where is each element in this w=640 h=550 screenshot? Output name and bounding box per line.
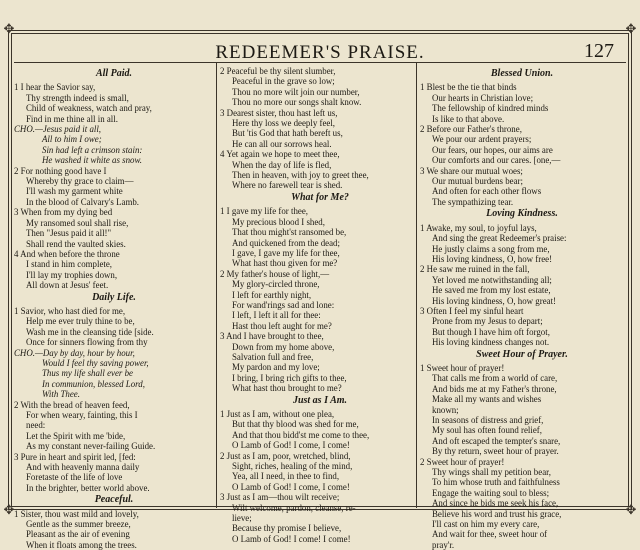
page-number: 127 (584, 40, 614, 62)
verse-line: 1 Savior, who hast died for me, (14, 305, 126, 316)
verse-line: Our mutual burdens bear; (432, 176, 523, 187)
verse-line: And wait for thee, sweet hour of (432, 529, 548, 540)
verse-line: 2 With the bread of heaven feed, (14, 399, 130, 410)
verse-line: need: (26, 420, 46, 431)
verse-line: 3 Often I feel my sinful heart (420, 305, 524, 316)
corner-ornament-icon: ✥ (3, 503, 15, 518)
verse-line: 2 Sweet hour of prayer! (420, 456, 505, 467)
verse-line: My pardon and my love; (232, 362, 320, 373)
verse-line: When it floats among the trees. (26, 539, 137, 550)
verse-line: 3 Pure in heart and spirit led, [fed: (14, 451, 136, 462)
verse-line: For when weary, fainting, this I (26, 410, 138, 420)
verse-line: When the day of life is fled, (232, 159, 332, 170)
verse-line: 1 Blest be the tie that binds (420, 82, 517, 93)
verse-line: Where no farewell tear is shed. (232, 180, 343, 191)
verse-line: And sing the great Redeemer's praise: (432, 233, 567, 244)
verse-line: Would I feel thy saving power, (42, 357, 149, 368)
hymn-verse (14, 166, 214, 208)
verse-line: 4 And when before the throne (14, 248, 120, 259)
verse-line: 3 When from my dying bed (14, 207, 113, 218)
hymn (220, 193, 420, 394)
hymn (420, 69, 624, 207)
verse-line: 2 Peaceful be thy silent slumber, (220, 66, 336, 76)
verse-line: What hast thou brought to me? (232, 383, 342, 394)
verse-line: Pleasant as the air of evening (26, 529, 130, 540)
corner-ornament-icon: ✥ (625, 22, 637, 37)
verse-line: 2 Before our Father's throne, (420, 124, 522, 135)
verse-line: 3 We share our mutual woes; (420, 165, 523, 176)
verse-line: Our fears, our hopes, our aims are (432, 144, 553, 155)
verse-line: His loving kindness changes not. (432, 337, 550, 348)
verse-line: Foretaste of the life of love (26, 472, 123, 483)
verse-line: 1 Sister, thou wast mild and lovely, (14, 508, 139, 519)
hymn-verse (420, 457, 624, 550)
verse-line: Yet loved me notwithstanding all; (432, 274, 552, 285)
verse-line: Yea, all I need, in thee to find, (232, 471, 340, 482)
verse-line: 2 My father's house of light,— (220, 268, 330, 279)
hymn-verse (220, 269, 420, 331)
hymn-verse (220, 331, 420, 393)
verse-line: Let the Spirit with me 'bide, (26, 430, 126, 441)
verse-line: Down from my home above, (232, 341, 335, 352)
verse-line: Make all my wants and wishes (432, 394, 542, 405)
verse-line: But though I have him oft forgot, (432, 326, 550, 337)
verse-line: Find in me thine all in all. (26, 113, 118, 124)
verse-line: And quickened from the dead; (232, 237, 340, 248)
verse-line: 4 Yet again we hope to meet thee, (220, 149, 340, 160)
verse-line: Is like to that above. (432, 113, 505, 124)
verse-line: Thou no more wilt join our number, (232, 86, 360, 97)
hymn-verse (220, 108, 420, 150)
verse-line: 1 Just as I am, without one plea, (220, 409, 335, 419)
hymn-verse (420, 166, 624, 208)
hymn (14, 293, 214, 494)
verse-line: To him whose truth and faithfulness (432, 477, 560, 488)
verse-line: My precious blood I shed, (232, 216, 325, 227)
verse-line: I bring, I bring rich gifts to thee, (232, 372, 347, 383)
hymn-verse (420, 223, 624, 265)
verse-line: He can all our sorrows heal. (232, 138, 332, 149)
verse-line: 1 I gave my life for thee, (220, 206, 308, 217)
verse-line: And with heavenly manna daily (26, 462, 140, 473)
verse-line: I'll lay my trophies down, (26, 269, 118, 280)
verse-line: 2 Just as I am, poor, wretched, blind, (220, 450, 351, 461)
page-header (0, 34, 640, 62)
verse-line: His loving kindness, O, how great! (432, 295, 556, 306)
hymn-verse (220, 66, 420, 108)
hymn-chorus (14, 348, 214, 400)
verse-line: Salvation full and free, (232, 351, 314, 362)
verse-line: In the brighter, better world above. (26, 482, 150, 493)
verse-line: That calls me from a world of care, (432, 373, 558, 384)
verse-line: With Thee. (42, 389, 80, 400)
hymn-column-3 (420, 66, 624, 550)
verse-line: My ransomed soul shall rise, (26, 217, 129, 228)
hymn-title: Daily Life. (92, 291, 136, 303)
verse-line: Our comforts and our cares. [one,— (432, 155, 561, 166)
verse-line: I'll wash my garment white (26, 186, 123, 197)
verse-line: Child of weakness, watch and pray, (26, 103, 152, 114)
verse-line: We pour our ardent prayers; (432, 134, 532, 145)
verse-line: Believe his word and trust his grace, (432, 508, 562, 519)
hymn-verse (220, 451, 420, 493)
hymn-verse (14, 207, 214, 249)
verse-line: In the blood of Calvary's Lamb. (26, 196, 140, 207)
hymn-title: Sweet Hour of Prayer. (476, 348, 568, 360)
verse-line: 3 Dearest sister, thou hast left us, (220, 107, 338, 118)
hymn (420, 209, 624, 347)
hymn-verse (420, 363, 624, 457)
verse-line: I left, I left it all for thee: (232, 310, 321, 321)
verse-line: And oft escaped the tempter's snare, (432, 435, 561, 446)
verse-line: What hast thou given for me? (232, 258, 338, 269)
verse-line: CHO.—Jesus paid it all, (14, 124, 102, 135)
hymn-verse (14, 249, 214, 291)
verse-line: In seasons of distress and grief, (432, 415, 544, 425)
verse-line: And often for each other flows (432, 186, 542, 197)
hymn-verse (14, 82, 214, 124)
verse-line: O Lamb of God! I come, I come! (232, 481, 350, 492)
verse-line: His loving kindness, O, how free! (432, 253, 553, 264)
column-divider (216, 62, 217, 508)
hymn-column-2 (220, 66, 420, 544)
verse-line: Then in heaven, with joy to greet thee, (232, 170, 369, 181)
verse-line: Once for sinners flowing from thy (26, 337, 148, 348)
verse-line: Whereby thy grace to claim— (26, 176, 134, 187)
verse-line: For wand'rings sad and lone: (232, 299, 335, 310)
verse-line: 1 I hear the Savior say, (14, 82, 96, 93)
hymn-verse (220, 149, 420, 191)
verse-line: Hast thou left aught for me? (232, 320, 332, 331)
verse-line: Sin had left a crimson stain: (42, 144, 143, 155)
hymn (220, 396, 420, 545)
verse-line: Wash me in the cleansing tide [side. (26, 326, 154, 337)
verse-line: All down at Jesus' feet. (26, 280, 109, 291)
verse-line: Our hearts in Christian love; (432, 92, 534, 103)
verse-line: Here thy loss we deeply feel, (232, 118, 336, 129)
verse-line: Then "Jesus paid it all!" (26, 228, 112, 239)
verse-line: But that thy blood was shed for me, (232, 419, 359, 430)
verse-line: pray'r. (432, 539, 455, 550)
verse-line: The sympathizing tear. (432, 196, 514, 207)
corner-ornament-icon: ✥ (625, 503, 637, 518)
verse-line: 2 He saw me ruined in the fall, (420, 264, 530, 275)
hymn-verse (220, 409, 420, 451)
verse-line: Because thy promise I believe, (232, 523, 342, 534)
hymn-verse (220, 206, 420, 268)
hymn-title: What for Me? (291, 191, 349, 203)
verse-line: As my constant never-failing Guide. (26, 441, 156, 452)
hymn-title: Loving Kindness. (486, 208, 558, 220)
verse-line: Wilt welcome, pardon, cleanse, re- (232, 502, 356, 513)
verse-line: Thou no more our songs shalt know. (232, 97, 362, 108)
hymn-verse (420, 82, 624, 124)
hymn-verse (14, 452, 214, 494)
verse-line: known; (432, 404, 459, 415)
verse-line: But 'tis God that hath bereft us, (232, 128, 343, 139)
hymn (14, 69, 214, 291)
verse-line: The fellowship of kindred minds (432, 103, 549, 114)
verse-line: Thus my life shall ever be (42, 368, 133, 379)
verse-line: O Lamb of God! I come! I come! (232, 533, 351, 544)
verse-line: Engage the waiting soul to bless; (432, 487, 550, 498)
verse-line: I'll cast on him my every care, (432, 519, 540, 530)
verse-line: And bids me at my Father's throne, (432, 383, 557, 394)
hymn-title: Just as I Am. (292, 394, 348, 406)
verse-line: He washed it white as snow. (42, 155, 142, 166)
verse-line: He justly claims a song from me, (432, 243, 550, 254)
verse-line: 3 Just as I am—thou wilt receive; (220, 492, 340, 503)
verse-line: O Lamb of God! I come, I come! (232, 440, 350, 451)
corner-ornament-icon: ✥ (3, 22, 15, 37)
hymn-title: Peaceful. (94, 494, 134, 506)
header-divider (14, 62, 626, 63)
verse-line: 1 Awake, my soul, to joyful lays, (420, 222, 537, 233)
hymn-title: All Paid. (95, 68, 133, 79)
hymn-verse (14, 509, 214, 550)
verse-line: Help me ever truly thine to be, (26, 316, 135, 327)
verse-line: Thy wings shall my petition bear, (432, 467, 551, 478)
hymn (14, 495, 214, 550)
verse-line: My glory-circled throne, (232, 279, 320, 290)
verse-line: Shall rend the vaulted skies. (26, 238, 126, 249)
hymn (220, 66, 420, 191)
verse-line: 1 Sweet hour of prayer! (420, 362, 505, 373)
hymn-title: Blessed Union. (490, 68, 554, 79)
page-title: REDEEMER'S PRAISE. (215, 42, 425, 63)
verse-line: That thou might'st ransomed be, (232, 227, 347, 238)
hymn-verse (420, 124, 624, 166)
verse-line: All to him I owe; (42, 134, 102, 145)
hymn-verse (14, 400, 214, 452)
verse-line: 3 And I have brought to thee, (220, 331, 324, 342)
verse-line: I gave, I gave my life for thee, (232, 247, 340, 258)
verse-line: Thy strength indeed is small, (26, 92, 129, 103)
hymn-verse (14, 306, 214, 348)
verse-line: By thy return, sweet hour of prayer. (432, 446, 559, 457)
hymn-verse (220, 492, 420, 544)
verse-line: I stand in him complete, (26, 259, 113, 270)
verse-line: And that thou bidd'st me come to thee, (232, 429, 370, 440)
verse-line: lieve; (232, 513, 252, 524)
verse-line: 2 For nothing good have I (14, 165, 107, 176)
verse-line: CHO.—Day by day, hour by hour, (14, 347, 135, 358)
verse-line: Peaceful in the grave so low; (232, 76, 335, 87)
hymn-verse (420, 306, 624, 348)
verse-line: Sight, riches, healing of the mind, (232, 461, 353, 472)
verse-line: My soul has often found relief, (432, 425, 542, 436)
hymn-column-1 (14, 66, 214, 550)
verse-line: I left for earthly night, (232, 289, 312, 300)
hymn-chorus (14, 124, 214, 166)
verse-line: And since he bids me seek his face, (432, 498, 559, 509)
verse-line: In communion, blessed Lord, (42, 378, 145, 389)
hymn-verse (420, 264, 624, 306)
verse-line: Prone from my Jesus to depart; (432, 316, 543, 327)
verse-line: Gentle as the summer breeze, (26, 519, 131, 530)
verse-line: He saved me from my lost estate, (432, 285, 551, 296)
